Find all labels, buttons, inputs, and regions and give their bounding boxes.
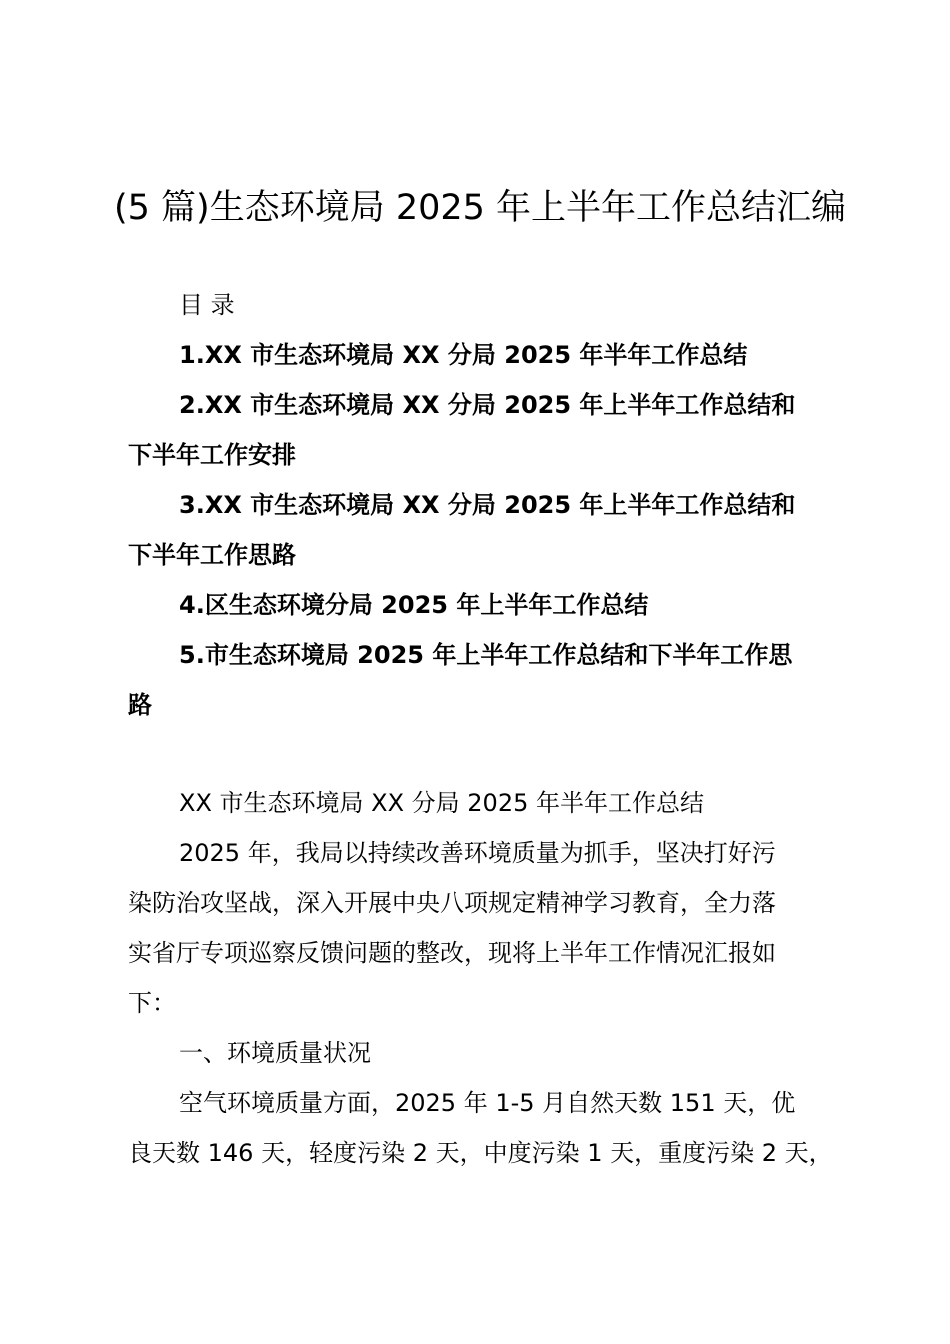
toc-item-2: 2.XX 市生态环境局 XX 分局 2025 年上半年工作总结和 xyxy=(179,391,796,419)
toc-item-1: 1.XX 市生态环境局 XX 分局 2025 年半年工作总结 xyxy=(179,341,748,369)
section-title: XX 市生态环境局 XX 分局 2025 年半年工作总结 xyxy=(179,789,704,817)
air-quality-paragraph-line: 良天数 146 天，轻度污染 2 天，中度污染 1 天，重度污染 2 天， xyxy=(128,1139,833,1167)
document-title: (5 篇)生态环境局 2025 年上半年工作总结汇编 xyxy=(113,188,847,228)
toc-item-5-continued: 路 xyxy=(128,691,152,719)
subheading-environment-quality: 一、环境质量状况 xyxy=(179,1039,371,1067)
toc-item-3: 3.XX 市生态环境局 XX 分局 2025 年上半年工作总结和 xyxy=(179,491,796,519)
intro-paragraph-line: 2025 年，我局以持续改善环境质量为抓手，坚决打好污 xyxy=(179,839,776,867)
intro-paragraph-line: 下： xyxy=(128,989,176,1017)
toc-item-3-continued: 下半年工作思路 xyxy=(128,541,296,569)
air-quality-paragraph-line: 空气环境质量方面，2025 年 1-5 月自然天数 151 天，优 xyxy=(179,1089,796,1117)
toc-item-4: 4.区生态环境分局 2025 年上半年工作总结 xyxy=(179,591,649,619)
intro-paragraph-line: 实省厅专项巡察反馈问题的整改，现将上半年工作情况汇报如 xyxy=(128,939,776,967)
intro-paragraph-line: 染防治攻坚战，深入开展中央八项规定精神学习教育，全力落 xyxy=(128,889,776,917)
toc-item-2-continued: 下半年工作安排 xyxy=(128,441,296,469)
toc-item-5: 5.市生态环境局 2025 年上半年工作总结和下半年工作思 xyxy=(179,641,793,669)
toc-heading: 目 录 xyxy=(179,291,235,319)
